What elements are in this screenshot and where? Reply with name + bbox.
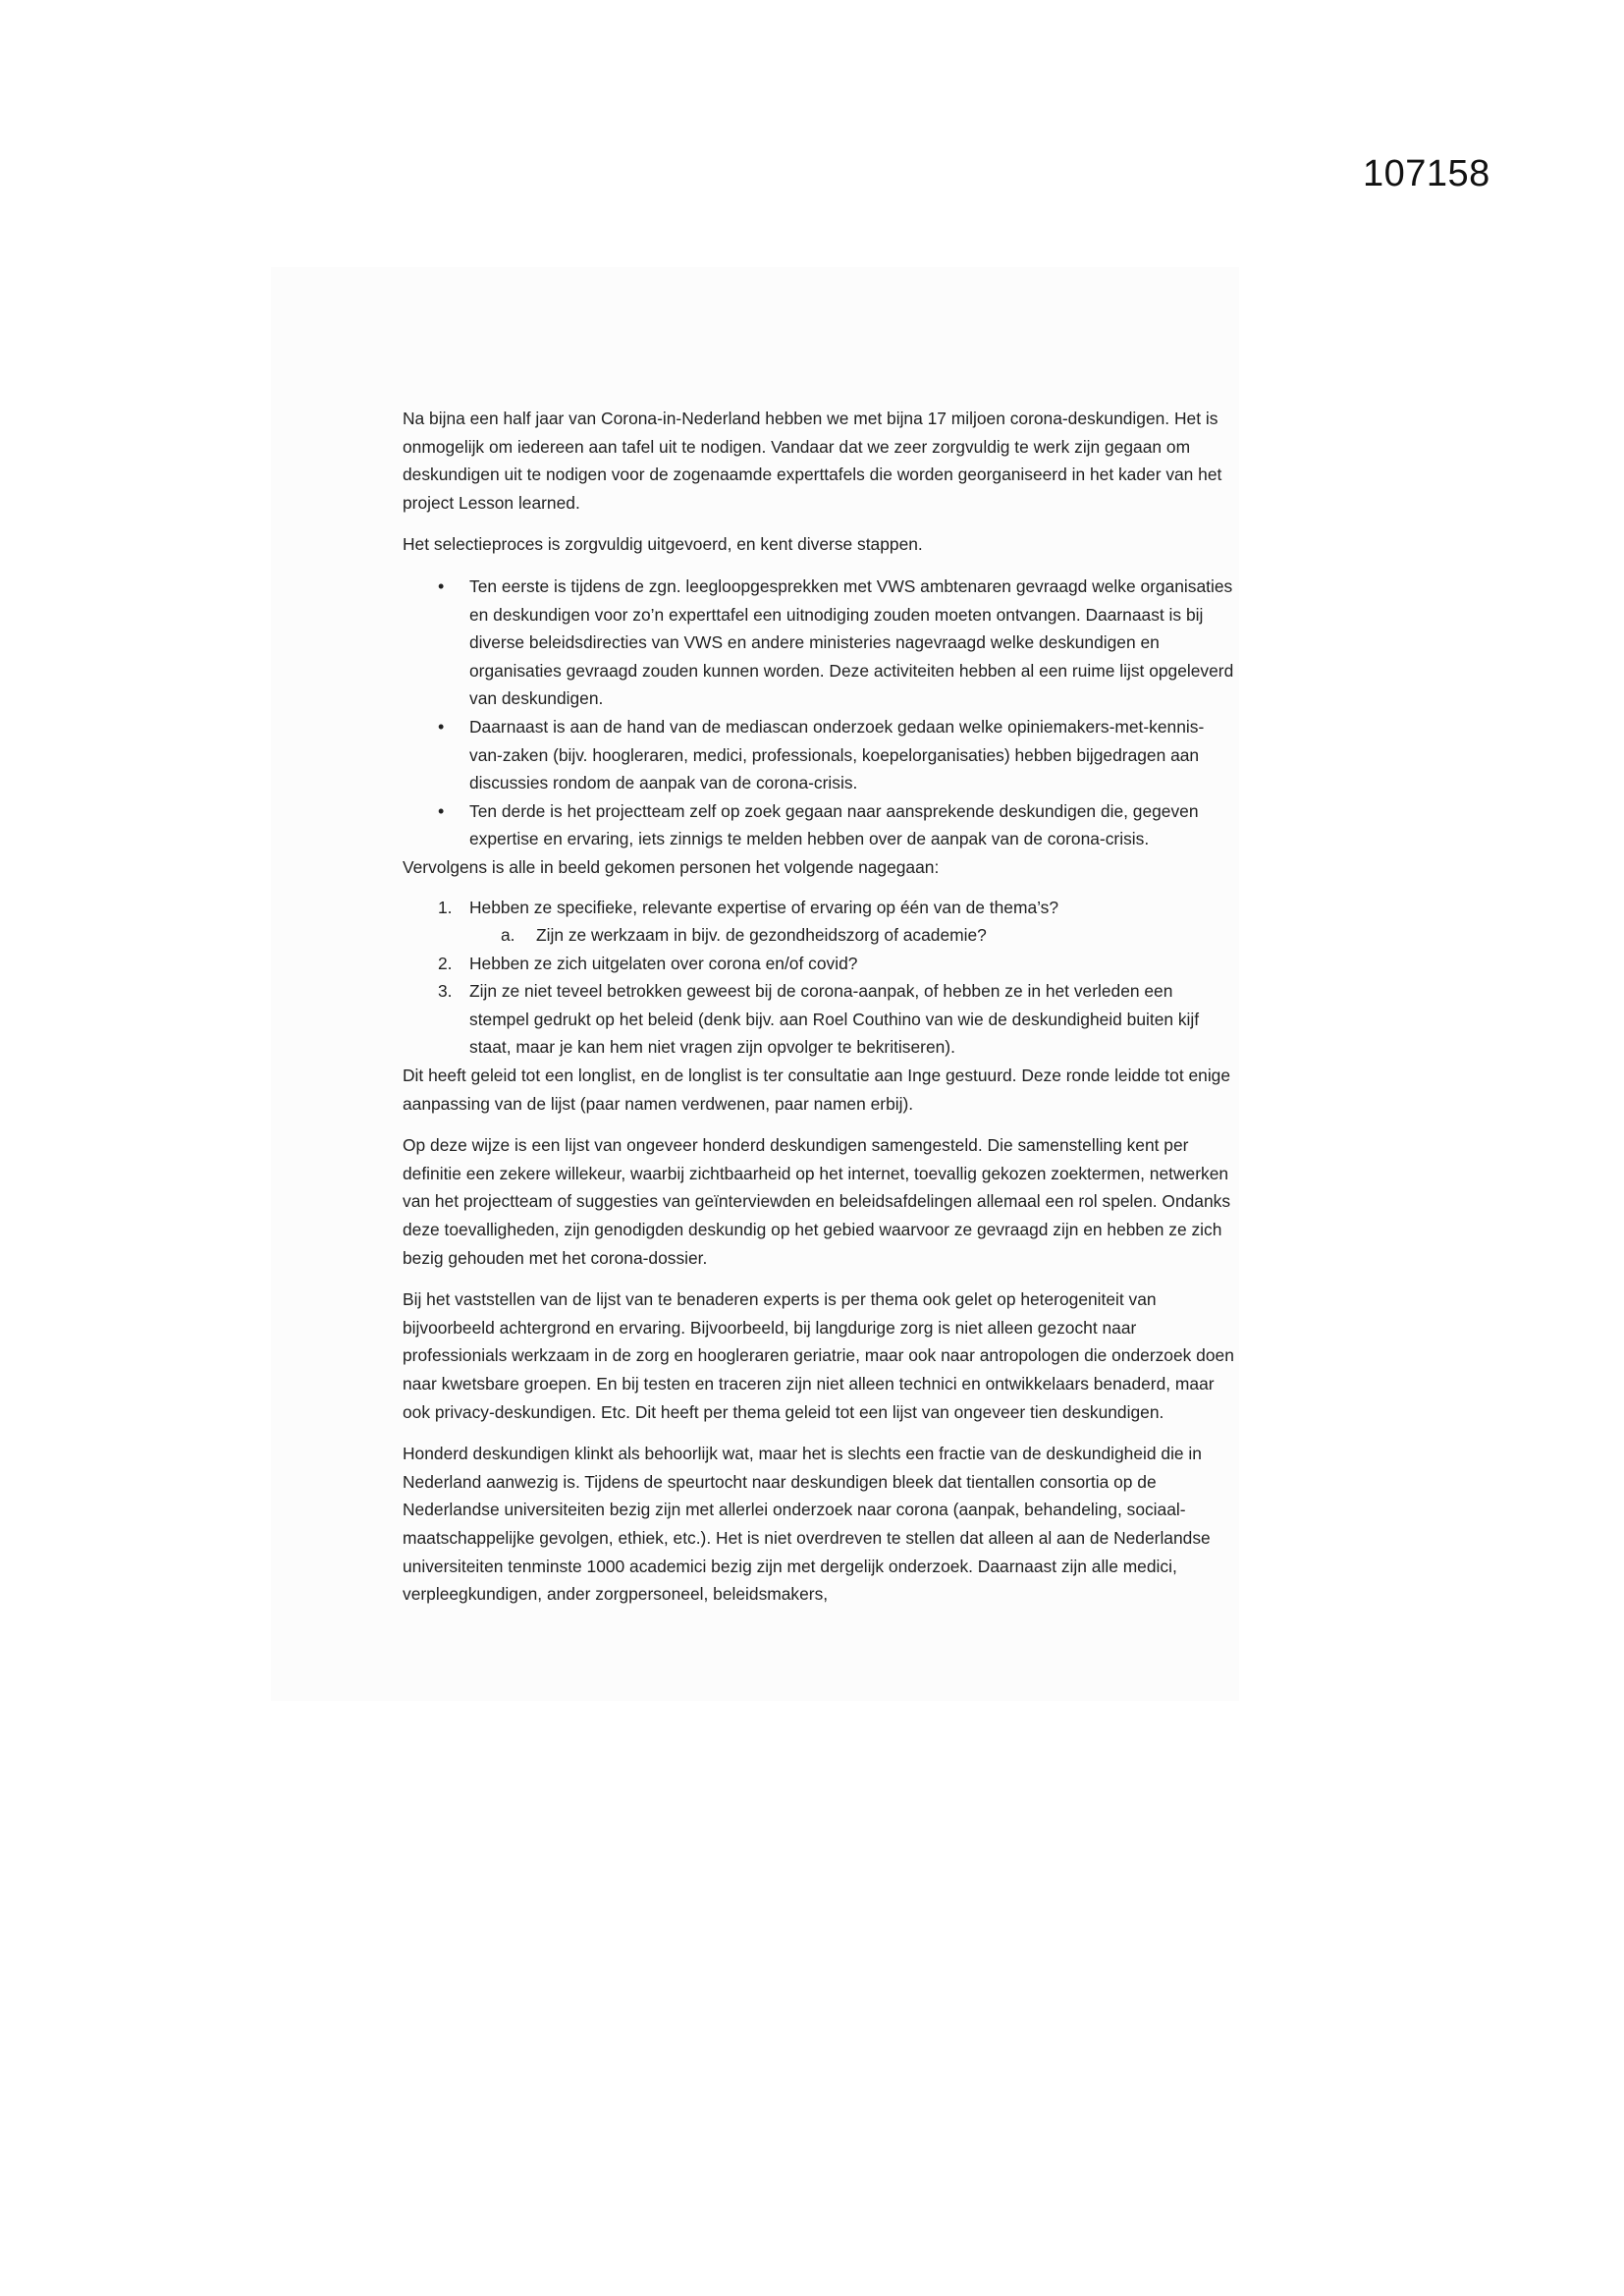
hundred-experts-paragraph: Op deze wijze is een lijst van ongeveer honderd deskundigen samengesteld. Die samenstelling kent per definitie een zekere willekeur, waarbij zichtbaarheid op het internet, toevallig gekozen zoektermen, netwerken van het projectteam of suggesties van geïnterviewden en beleidsafdelingen allemaal een rol spelen. Ondanks deze toevalligheden, zijn genodigden deskundig op het gebied waarvoor ze gevraagd zijn en hebben ze zich bezig gehouden met het corona-dossier.: [403, 1135, 1231, 1268]
list-item: • Daarnaast is aan de hand van de mediascan onderzoek gedaan welke opiniemakers-met-kennis-van-zaken (bijv. hoogleraren, medici, professionals, koepelorganisaties) hebben bijgedragen aan discussies rondom de aanpak van de corona-crisis.: [403, 713, 1237, 797]
list-number: 1.: [438, 897, 453, 917]
list-number: 3.: [438, 981, 453, 1002]
criteria-list: [403, 894, 1237, 1063]
list-item: [403, 921, 1237, 950]
heterogeneity-paragraph: Bij het vaststellen van de lijst van te benaderen experts is per thema ook gelet op heterogeniteit van bijvoorbeeld achtergrond en ervaring. Bijvoorbeeld, bij langdurige zorg is niet alleen gezocht naar professionials werkzaam in de zorg en hoogleraren geriatrie, maar ook naar antropologen die onderzoek doen naar kwetsbare groepen. En bij testen en traceren zijn niet alleen technici en ontwikkelaars benaderd, maar ook privacy-deskundigen. Etc. Dit heeft per thema geleid tot een lijst van ongeveer tien deskundigen.: [403, 1289, 1234, 1422]
list-item-text: Zijn ze niet teveel betrokken geweest bij de corona-aanpak, of hebben ze in het verleden een stempel gedrukt op het beleid (denk bijv. aan Roel Couthino van wie de deskundigheid buiten kijf staat, maar je kan hem niet vragen zijn opvolger te bekritiseren).: [469, 981, 1200, 1058]
list-item: • Ten eerste is tijdens de zgn. leegloopgesprekken met VWS ambtenaren gevraagd welke organisaties en deskundigen voor zo’n experttafel een uitnodiging zouden moeten ontvangen. Daarnaast is bij diverse beleidsdirecties van VWS en andere ministeries nagevraagd welke deskundigen en organisaties gevraagd zouden kunnen worden. Deze activiteiten hebben al een ruime lijst opgeleverd van deskundigen.: [403, 573, 1237, 713]
list-letter: a.: [501, 925, 515, 946]
list-item-text: Hebben ze zich uitgelaten over corona en/of covid?: [469, 953, 858, 973]
list-item-text: Zijn ze werkzaam in bijv. de gezondheidszorg of academie?: [536, 925, 987, 946]
list-item: • Ten derde is het projectteam zelf op zoek gegaan naar aansprekende deskundigen die, gegeven expertise en ervaring, iets zinnigs te melden hebben over de aanpak van de corona-crisis.: [403, 797, 1237, 853]
document-number: 107158: [1363, 153, 1490, 194]
fraction-paragraph: Honderd deskundigen klinkt als behoorlijk wat, maar het is slechts een fractie van de deskundigheid die in Nederland aanwezig is. Tijdens de speurtocht naar deskundigen bleek dat tientallen consortia op de Nederlandse universiteiten bezig zijn met allerlei onderzoek naar corona (aanpak, behandeling, sociaal-maatschappelijke gevolgen, ethiek, etc.). Het is niet overdreven te stellen dat alleen al aan de Nederlandse universiteiten tenminste 1000 academici bezig zijn met dergelijk onderzoek. Daarnaast zijn alle medici, verpleegkundigen, ander zorgpersoneel, beleidsmakers,: [403, 1444, 1211, 1605]
intro-paragraph: Na bijna een half jaar van Corona-in-Nederland hebben we met bijna 17 miljoen corona-deskundigen. Het is onmogelijk om iedereen aan tafel uit te nodigen. Vandaar dat we zeer zorgvuldig te werk zijn gegaan om deskundigen uit te nodigen voor de zogenaamde experttafels die worden georganiseerd in het kader van het project Lesson learned.: [403, 409, 1222, 513]
list-number: 2.: [438, 953, 453, 973]
document-body: [403, 405, 1237, 1622]
list-item: [403, 950, 1237, 978]
followup-intro-paragraph: Vervolgens is alle in beeld gekomen personen het volgende nagegaan:: [403, 856, 940, 877]
list-item: [403, 977, 1237, 1062]
list-item-text: Hebben ze specifieke, relevante expertise of ervaring op één van de thema’s?: [469, 897, 1059, 917]
list-item: [403, 894, 1237, 922]
longlist-paragraph: Dit heeft geleid tot een longlist, en de longlist is ter consultatie aan Inge gestuurd. Deze ronde leidde tot enige aanpassing van de lijst (paar namen verdwenen, paar namen erbij).: [403, 1066, 1231, 1114]
selection-steps-list: [403, 573, 1237, 853]
selection-intro-paragraph: Het selectieproces is zorgvuldig uitgevoerd, en kent diverse stappen.: [403, 534, 923, 555]
